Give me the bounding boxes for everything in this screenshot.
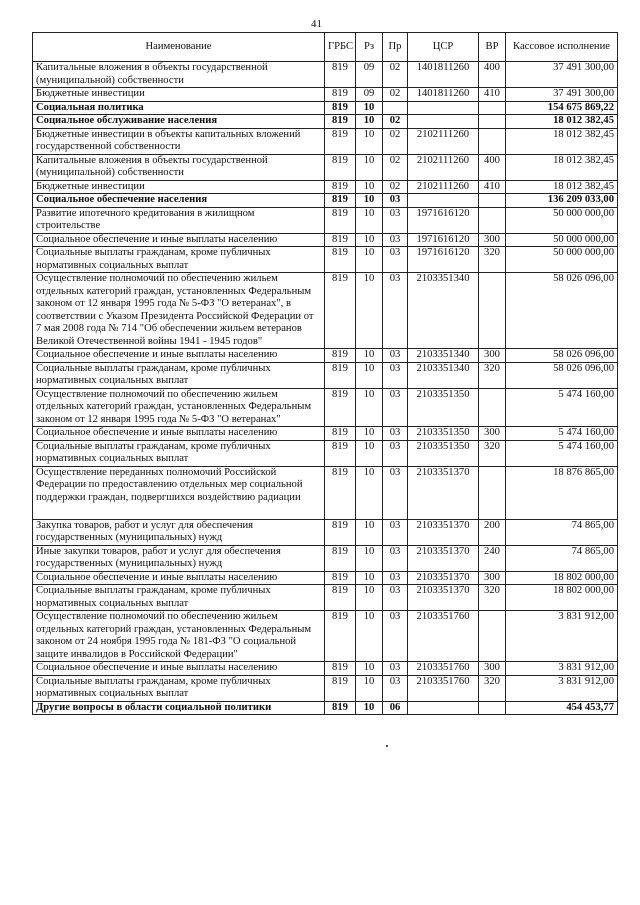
cell-vr: 300 [479, 662, 506, 676]
cell-name: Социальное обслуживание населения [33, 115, 325, 129]
cell-grbs: 819 [325, 101, 356, 115]
cell-name: Бюджетные инвестиции в объекты капитальных вложений государственной собственности [33, 128, 325, 154]
cell-csr: 2103351760 [408, 611, 479, 662]
cell-amount: 5 474 160,00 [506, 427, 618, 441]
cell-csr: 2103351370 [408, 519, 479, 545]
cell-grbs: 819 [325, 545, 356, 571]
cell-csr: 2103351340 [408, 349, 479, 363]
table-row [33, 180, 618, 194]
cell-name: Осуществление переданных полномочий Российской Федерации по предоставлению отдельных мер социальной поддержки граждан, подвергшихся воздействию радиации [33, 466, 325, 519]
cell-rz: 10 [356, 207, 383, 233]
cell-rz: 10 [356, 362, 383, 388]
cell-csr: 1971616120 [408, 207, 479, 233]
cell-amount: 50 000 000,00 [506, 247, 618, 273]
cell-amount: 154 675 869,22 [506, 101, 618, 115]
cell-rz: 10 [356, 233, 383, 247]
cell-vr: 320 [479, 247, 506, 273]
cell-rz: 10 [356, 571, 383, 585]
cell-vr [479, 101, 506, 115]
cell-pr: 06 [383, 701, 408, 715]
cell-vr: 320 [479, 440, 506, 466]
cell-name: Развитие ипотечного кредитования в жилищном строительстве [33, 207, 325, 233]
cell-grbs: 819 [325, 247, 356, 273]
table-row [33, 194, 618, 208]
table-row [33, 62, 618, 88]
header-amount: Кассовое исполнение [506, 33, 618, 62]
cell-grbs: 819 [325, 62, 356, 88]
cell-vr: 400 [479, 62, 506, 88]
cell-vr: 410 [479, 88, 506, 102]
cell-name: Иные закупки товаров, работ и услуг для обеспечения государственных (муниципальных) нужд [33, 545, 325, 571]
cell-name: Капитальные вложения в объекты государственной (муниципальной) собственности [33, 154, 325, 180]
cell-pr: 03 [383, 675, 408, 701]
table-row [33, 349, 618, 363]
cell-vr: 320 [479, 585, 506, 611]
cell-csr: 2102111260 [408, 154, 479, 180]
cell-name: Осуществление полномочий по обеспечению жильем отдельных категорий граждан, установленных Федеральным законом от 12 января 1995 года № 5-ФЗ "О ветеранах", в соответствии с Указом Президента Российской Федерации от 7 мая 2008 года № 714 "Об обеспечении жильем ветеранов Великой Отечественной войны 1941 - 1945 годов" [33, 273, 325, 349]
cell-rz: 10 [356, 247, 383, 273]
cell-rz: 10 [356, 128, 383, 154]
table-row [33, 675, 618, 701]
cell-pr: 03 [383, 207, 408, 233]
cell-grbs: 819 [325, 88, 356, 102]
cell-pr: 02 [383, 180, 408, 194]
cell-vr: 320 [479, 675, 506, 701]
cell-name: Социальные выплаты гражданам, кроме публичных нормативных социальных выплат [33, 585, 325, 611]
cell-csr [408, 115, 479, 129]
table-row [33, 519, 618, 545]
cell-name: Закупка товаров, работ и услуг для обеспечения государственных (муниципальных) нужд [33, 519, 325, 545]
table-row [33, 571, 618, 585]
cell-vr [479, 701, 506, 715]
cell-csr: 2103351370 [408, 466, 479, 519]
cell-csr: 2103351350 [408, 440, 479, 466]
cell-vr [479, 207, 506, 233]
cell-rz: 10 [356, 349, 383, 363]
cell-vr: 410 [479, 180, 506, 194]
cell-pr: 02 [383, 88, 408, 102]
cell-csr: 2103351760 [408, 675, 479, 701]
cell-vr [479, 388, 506, 427]
cell-pr: 03 [383, 233, 408, 247]
cell-amount: 3 831 912,00 [506, 675, 618, 701]
cell-amount: 50 000 000,00 [506, 233, 618, 247]
cell-vr: 200 [479, 519, 506, 545]
cell-grbs: 819 [325, 611, 356, 662]
cell-amount: 454 453,77 [506, 701, 618, 715]
cell-name: Социальное обеспечение и иные выплаты населению [33, 427, 325, 441]
header-pr: Пр [383, 33, 408, 62]
table-row [33, 362, 618, 388]
table-row [33, 207, 618, 233]
cell-rz: 10 [356, 101, 383, 115]
table-row [33, 101, 618, 115]
cell-grbs: 819 [325, 585, 356, 611]
table-row [33, 440, 618, 466]
cell-csr: 2102111260 [408, 180, 479, 194]
cell-name: Осуществление полномочий по обеспечению жильем отдельных категорий граждан, установленных Федеральным законом от 12 января 1995 года № 5-ФЗ "О ветеранах" [33, 388, 325, 427]
scan-speck [386, 745, 388, 747]
cell-name: Социальное обеспечение и иные выплаты населению [33, 571, 325, 585]
cell-grbs: 819 [325, 207, 356, 233]
cell-rz: 10 [356, 585, 383, 611]
cell-vr: 400 [479, 154, 506, 180]
cell-vr: 300 [479, 349, 506, 363]
cell-csr: 2103351340 [408, 273, 479, 349]
cell-amount: 58 026 096,00 [506, 273, 618, 349]
cell-pr: 03 [383, 585, 408, 611]
cell-pr: 02 [383, 62, 408, 88]
cell-pr: 03 [383, 519, 408, 545]
cell-csr: 1971616120 [408, 247, 479, 273]
cell-amount: 50 000 000,00 [506, 207, 618, 233]
cell-csr: 2103351760 [408, 662, 479, 676]
cell-vr: 300 [479, 233, 506, 247]
cell-name: Социальное обеспечение и иные выплаты населению [33, 233, 325, 247]
cell-name: Социальная политика [33, 101, 325, 115]
cell-amount: 58 026 096,00 [506, 349, 618, 363]
cell-name: Другие вопросы в области социальной политики [33, 701, 325, 715]
header-name: Наименование [33, 33, 325, 62]
cell-grbs: 819 [325, 675, 356, 701]
cell-rz: 10 [356, 611, 383, 662]
cell-vr [479, 466, 506, 519]
cell-csr: 1971616120 [408, 233, 479, 247]
cell-csr: 2102111260 [408, 128, 479, 154]
cell-name: Капитальные вложения в объекты государственной (муниципальной) собственности [33, 62, 325, 88]
cell-pr: 03 [383, 662, 408, 676]
cell-pr: 02 [383, 128, 408, 154]
cell-pr: 03 [383, 349, 408, 363]
cell-amount: 37 491 300,00 [506, 88, 618, 102]
cell-name: Осуществление полномочий по обеспечению жильем отдельных категорий граждан, установленных Федеральным законом от 24 ноября 1995 года № 181-ФЗ "О социальной защите инвалидов в Российской Федерации" [33, 611, 325, 662]
cell-vr [479, 115, 506, 129]
cell-amount: 74 865,00 [506, 519, 618, 545]
cell-amount: 18 802 000,00 [506, 571, 618, 585]
cell-vr: 300 [479, 571, 506, 585]
cell-rz: 10 [356, 115, 383, 129]
budget-execution-table [32, 32, 618, 715]
cell-name: Бюджетные инвестиции [33, 180, 325, 194]
cell-vr [479, 128, 506, 154]
header-csr: ЦСР [408, 33, 479, 62]
cell-rz: 09 [356, 88, 383, 102]
table-row [33, 115, 618, 129]
cell-grbs: 819 [325, 194, 356, 208]
cell-pr: 02 [383, 115, 408, 129]
cell-vr: 320 [479, 362, 506, 388]
cell-amount: 18 012 382,45 [506, 180, 618, 194]
table-row [33, 247, 618, 273]
cell-name: Бюджетные инвестиции [33, 88, 325, 102]
cell-amount: 18 802 000,00 [506, 585, 618, 611]
cell-rz: 10 [356, 519, 383, 545]
cell-name: Социальные выплаты гражданам, кроме публичных нормативных социальных выплат [33, 362, 325, 388]
cell-csr: 2103351350 [408, 388, 479, 427]
cell-grbs: 819 [325, 701, 356, 715]
table-row [33, 233, 618, 247]
cell-grbs: 819 [325, 273, 356, 349]
cell-grbs: 819 [325, 571, 356, 585]
cell-csr: 2103351370 [408, 545, 479, 571]
cell-rz: 10 [356, 194, 383, 208]
table-row [33, 154, 618, 180]
cell-rz: 10 [356, 662, 383, 676]
cell-rz: 10 [356, 388, 383, 427]
page-number: 41 [311, 18, 322, 30]
cell-amount: 18 876 865,00 [506, 466, 618, 519]
cell-amount: 5 474 160,00 [506, 440, 618, 466]
cell-pr: 03 [383, 466, 408, 519]
cell-rz: 09 [356, 62, 383, 88]
table-row [33, 545, 618, 571]
cell-name: Социальное обеспечение населения [33, 194, 325, 208]
cell-vr [479, 611, 506, 662]
cell-amount: 3 831 912,00 [506, 611, 618, 662]
cell-grbs: 819 [325, 154, 356, 180]
cell-grbs: 819 [325, 180, 356, 194]
header-vr: ВР [479, 33, 506, 62]
cell-name: Социальное обеспечение и иные выплаты населению [33, 349, 325, 363]
header-rz: Рз [356, 33, 383, 62]
cell-csr [408, 701, 479, 715]
cell-grbs: 819 [325, 349, 356, 363]
cell-amount: 3 831 912,00 [506, 662, 618, 676]
cell-pr: 03 [383, 388, 408, 427]
cell-csr: 1401811260 [408, 88, 479, 102]
table-header-row [33, 33, 618, 62]
cell-vr [479, 273, 506, 349]
cell-name: Социальные выплаты гражданам, кроме публичных нормативных социальных выплат [33, 675, 325, 701]
cell-csr: 2103351350 [408, 427, 479, 441]
table-row [33, 585, 618, 611]
table-row [33, 273, 618, 349]
cell-pr [383, 101, 408, 115]
cell-rz: 10 [356, 545, 383, 571]
cell-grbs: 819 [325, 519, 356, 545]
cell-vr [479, 194, 506, 208]
cell-pr: 03 [383, 611, 408, 662]
cell-grbs: 819 [325, 466, 356, 519]
cell-amount: 58 026 096,00 [506, 362, 618, 388]
cell-pr: 02 [383, 154, 408, 180]
table-row [33, 88, 618, 102]
cell-amount: 18 012 382,45 [506, 128, 618, 154]
cell-grbs: 819 [325, 115, 356, 129]
table-row [33, 128, 618, 154]
cell-name: Социальные выплаты гражданам, кроме публичных нормативных социальных выплат [33, 247, 325, 273]
cell-name: Социальные выплаты гражданам, кроме публичных нормативных социальных выплат [33, 440, 325, 466]
table-row [33, 388, 618, 427]
cell-rz: 10 [356, 154, 383, 180]
cell-rz: 10 [356, 273, 383, 349]
cell-grbs: 819 [325, 440, 356, 466]
cell-amount: 18 012 382,45 [506, 154, 618, 180]
cell-amount: 37 491 300,00 [506, 62, 618, 88]
cell-vr: 240 [479, 545, 506, 571]
table-row [33, 701, 618, 715]
cell-pr: 03 [383, 194, 408, 208]
cell-grbs: 819 [325, 427, 356, 441]
cell-csr [408, 101, 479, 115]
table-row [33, 427, 618, 441]
cell-pr: 03 [383, 571, 408, 585]
cell-grbs: 819 [325, 662, 356, 676]
cell-csr: 2103351370 [408, 585, 479, 611]
cell-amount: 136 209 033,00 [506, 194, 618, 208]
cell-pr: 03 [383, 273, 408, 349]
cell-pr: 03 [383, 427, 408, 441]
cell-vr: 300 [479, 427, 506, 441]
cell-rz: 10 [356, 466, 383, 519]
cell-rz: 10 [356, 675, 383, 701]
cell-grbs: 819 [325, 362, 356, 388]
cell-rz: 10 [356, 180, 383, 194]
cell-csr: 1401811260 [408, 62, 479, 88]
table-row [33, 662, 618, 676]
cell-pr: 03 [383, 440, 408, 466]
cell-csr: 2103351340 [408, 362, 479, 388]
cell-grbs: 819 [325, 233, 356, 247]
table-row [33, 466, 618, 519]
table-row [33, 611, 618, 662]
cell-name: Социальное обеспечение и иные выплаты населению [33, 662, 325, 676]
cell-rz: 10 [356, 440, 383, 466]
cell-amount: 74 865,00 [506, 545, 618, 571]
cell-grbs: 819 [325, 388, 356, 427]
cell-csr: 2103351370 [408, 571, 479, 585]
cell-amount: 18 012 382,45 [506, 115, 618, 129]
cell-pr: 03 [383, 362, 408, 388]
cell-csr [408, 194, 479, 208]
cell-rz: 10 [356, 701, 383, 715]
cell-grbs: 819 [325, 128, 356, 154]
header-grbs: ГРБС [325, 33, 356, 62]
cell-pr: 03 [383, 545, 408, 571]
cell-amount: 5 474 160,00 [506, 388, 618, 427]
cell-rz: 10 [356, 427, 383, 441]
cell-pr: 03 [383, 247, 408, 273]
